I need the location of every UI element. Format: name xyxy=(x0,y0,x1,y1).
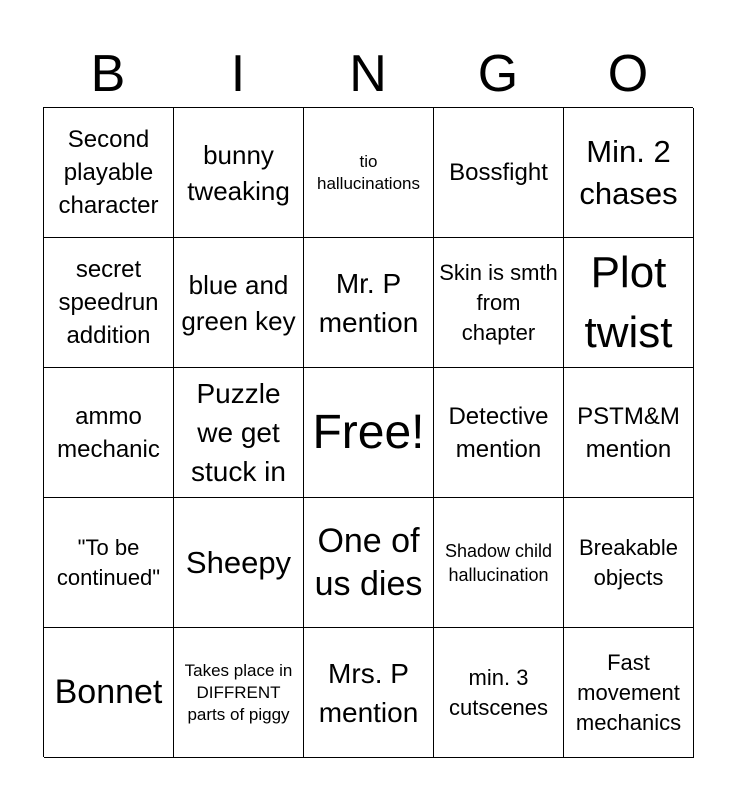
cell-label: "To be continued" xyxy=(56,534,161,590)
bingo-cell-r5c5[interactable] xyxy=(564,628,694,758)
free-space-label: Free! xyxy=(312,405,425,459)
cell-label: Puzzle we get stuck in xyxy=(191,378,286,487)
header-letter-g: G xyxy=(477,45,519,103)
cell-label: Takes place in DIFFRENT parts of piggy xyxy=(184,660,293,724)
header-letter-b: B xyxy=(90,45,126,103)
cell-label: Detective mention xyxy=(448,402,549,463)
cell-label: secret speedrun addition xyxy=(58,256,159,349)
cell-label: Shadow child hallucination xyxy=(444,540,553,585)
cell-label: bunny tweaking xyxy=(187,139,290,206)
cell-label: Mrs. P mention xyxy=(318,657,419,728)
bingo-cell-r3c4[interactable] xyxy=(434,368,564,498)
bingo-cell-r2c2[interactable] xyxy=(174,238,304,368)
cell-label: Skin is smth from chapter xyxy=(439,259,558,345)
bingo-cell-r1c3[interactable] xyxy=(304,108,434,238)
cell-label: ammo mechanic xyxy=(57,402,160,463)
bingo-cell-r2c5[interactable] xyxy=(564,238,694,368)
bingo-cell-r5c3[interactable] xyxy=(304,628,434,758)
cell-label: blue and green key xyxy=(181,269,296,336)
cell-label: PSTM&M mention xyxy=(577,402,680,463)
bingo-cell-r2c3[interactable] xyxy=(304,238,434,368)
bingo-cell-r3c2[interactable] xyxy=(174,368,304,498)
cell-label: One of us dies xyxy=(314,521,423,603)
bingo-cell-r3c5[interactable] xyxy=(564,368,694,498)
cell-label: min. 3 cutscenes xyxy=(448,664,549,720)
bingo-board xyxy=(43,107,693,757)
header-letter-n: N xyxy=(349,45,387,103)
bingo-cell-r4c1[interactable] xyxy=(44,498,174,628)
header-letter-o: O xyxy=(607,45,649,103)
bingo-cell-r2c1[interactable] xyxy=(44,238,174,368)
bingo-cell-r4c2[interactable] xyxy=(174,498,304,628)
cell-label: Second playable character xyxy=(58,126,159,219)
cell-label: Bonnet xyxy=(54,673,163,711)
bingo-cell-r5c2[interactable] xyxy=(174,628,304,758)
bingo-cell-r3c3-free[interactable] xyxy=(304,368,434,498)
bingo-cell-r5c1[interactable] xyxy=(44,628,174,758)
bingo-cell-r4c3[interactable] xyxy=(304,498,434,628)
cell-label: Bossfight xyxy=(449,159,548,186)
bingo-cell-r5c4[interactable] xyxy=(434,628,564,758)
cell-label: Plot twist xyxy=(584,247,673,357)
bingo-cell-r3c1[interactable] xyxy=(44,368,174,498)
cell-label: Mr. P mention xyxy=(318,267,419,338)
bingo-cell-r1c4[interactable] xyxy=(434,108,564,238)
bingo-cell-r2c4[interactable] xyxy=(434,238,564,368)
cell-label: tio hallucinations xyxy=(316,151,420,193)
bingo-cell-r1c1[interactable] xyxy=(44,108,174,238)
cell-label: Breakable objects xyxy=(578,534,679,590)
cell-label: Sheepy xyxy=(185,544,292,580)
bingo-cell-r4c4[interactable] xyxy=(434,498,564,628)
bingo-cell-r1c2[interactable] xyxy=(174,108,304,238)
bingo-cell-r4c5[interactable] xyxy=(564,498,694,628)
bingo-header xyxy=(43,40,693,108)
header-letter-i: I xyxy=(230,45,246,103)
cell-label: Min. 2 chases xyxy=(579,133,678,211)
cell-label: Fast movement mechanics xyxy=(575,649,682,735)
bingo-cell-r1c5[interactable] xyxy=(564,108,694,238)
